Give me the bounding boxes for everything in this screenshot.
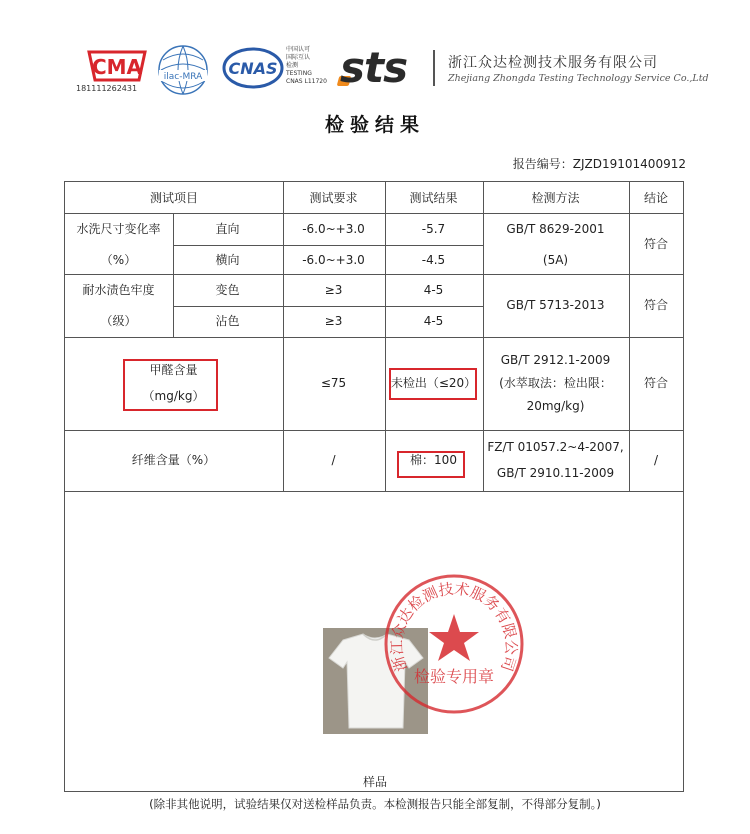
- header-method: 检测方法: [531, 190, 580, 205]
- fiber-method-line-1: FZ/T 01057.2~4-2007,: [487, 440, 624, 454]
- wash-conclusion: 符合: [643, 236, 668, 251]
- formaldehyde-result: 未检出（≤20）: [390, 376, 477, 390]
- fiber-label: 纤维含量（%）: [131, 453, 216, 467]
- inspection-seal: [380, 570, 528, 718]
- water-result-1: 4-5: [423, 282, 444, 297]
- cnas-accreditation-text: 中国认可 国际互认 检测 TESTING CNAS L11720: [286, 46, 327, 85]
- formaldehyde-result-highlight-box: [389, 368, 477, 400]
- wash-method-2: (5A): [542, 252, 569, 267]
- cma-number: 181111262431: [76, 84, 138, 93]
- sample-label: 样品: [362, 775, 387, 789]
- wash-unit: （%）: [100, 252, 137, 267]
- wash-sub-1: 直向: [215, 221, 240, 236]
- logo-divider: [433, 50, 435, 86]
- water-sub-2: 沾色: [215, 314, 240, 328]
- fiber-result: 棉：100: [410, 453, 457, 467]
- fiber-req: /: [331, 453, 336, 467]
- formaldehyde-method-line-3: 20mg/kg): [526, 398, 585, 413]
- svg-text:检验专用章: 检验专用章: [413, 667, 495, 686]
- report-number: 报告编号：ZJZD19101400912: [512, 157, 686, 171]
- formaldehyde-highlight-box: [123, 359, 218, 411]
- water-req-2: ≥3: [324, 314, 343, 328]
- water-req-1: ≥3: [324, 282, 343, 297]
- formaldehyde-method: [483, 337, 628, 429]
- footnote: (除非其他说明，试验结果仅对送检样品负责。本检测报告只能全部复制，不得部分复制。): [149, 797, 601, 811]
- company-name-en: Zhejiang Zhongda Testing Technology Service Co.,Ltd: [448, 73, 709, 84]
- svg-text:ilac-MRA: ilac-MRA: [163, 72, 203, 82]
- svg-text:CMA: CMA: [91, 55, 143, 79]
- formaldehyde-unit: （mg/kg）: [142, 389, 205, 403]
- formaldehyde-method-line-1: GB/T 2912.1-2009: [500, 352, 611, 367]
- water-sub-1: 变色: [215, 282, 240, 297]
- header-requirement: 测试要求: [309, 190, 358, 205]
- fiber-method: [483, 430, 628, 490]
- fiber-conclusion: /: [653, 453, 659, 467]
- ilac-mra-logo: [157, 40, 209, 100]
- formaldehyde-label: 甲醛含量: [149, 363, 198, 377]
- header-conclusion: 结论: [643, 190, 668, 205]
- svg-text:浙江众达检测技术服务有限公司: 浙江众达检测技术服务有限公司: [387, 579, 521, 674]
- formaldehyde-method-line-2: (水萃取法：检出限：: [499, 375, 612, 390]
- wash-result-2: -4.5: [421, 252, 446, 267]
- fiber-result-highlight-box: [397, 451, 465, 478]
- wash-req-2: -6.0~+3.0: [302, 252, 365, 267]
- wash-sub-2: 横向: [215, 252, 240, 267]
- water-result-2: 4-5: [423, 314, 444, 328]
- wash-method-1: GB/T 8629-2001: [506, 221, 605, 236]
- cnas-logo: [222, 46, 284, 90]
- fiber-method-line-2: GB/T 2910.11-2009: [496, 466, 615, 480]
- svg-text:CNAS: CNAS: [228, 59, 278, 78]
- water-unit: （级）: [100, 314, 137, 328]
- header-test-item: 测试项目: [149, 190, 198, 205]
- formaldehyde-conclusion: 符合: [643, 376, 668, 390]
- page-title: 检验结果: [324, 114, 425, 136]
- water-method: GB/T 5713-2013: [506, 298, 605, 312]
- wash-label: 水洗尺寸变化率: [76, 221, 161, 236]
- water-conclusion: 符合: [643, 298, 668, 312]
- wash-result-1: -5.7: [421, 221, 446, 236]
- header-result: 测试结果: [409, 190, 458, 205]
- company-name-cn: 浙江众达检测技术服务有限公司: [448, 55, 658, 71]
- water-label: 耐水渍色牢度: [82, 282, 155, 297]
- wash-req-1: -6.0~+3.0: [302, 221, 365, 236]
- formaldehyde-req: ≤75: [320, 376, 347, 390]
- sts-logo: sts: [340, 43, 408, 92]
